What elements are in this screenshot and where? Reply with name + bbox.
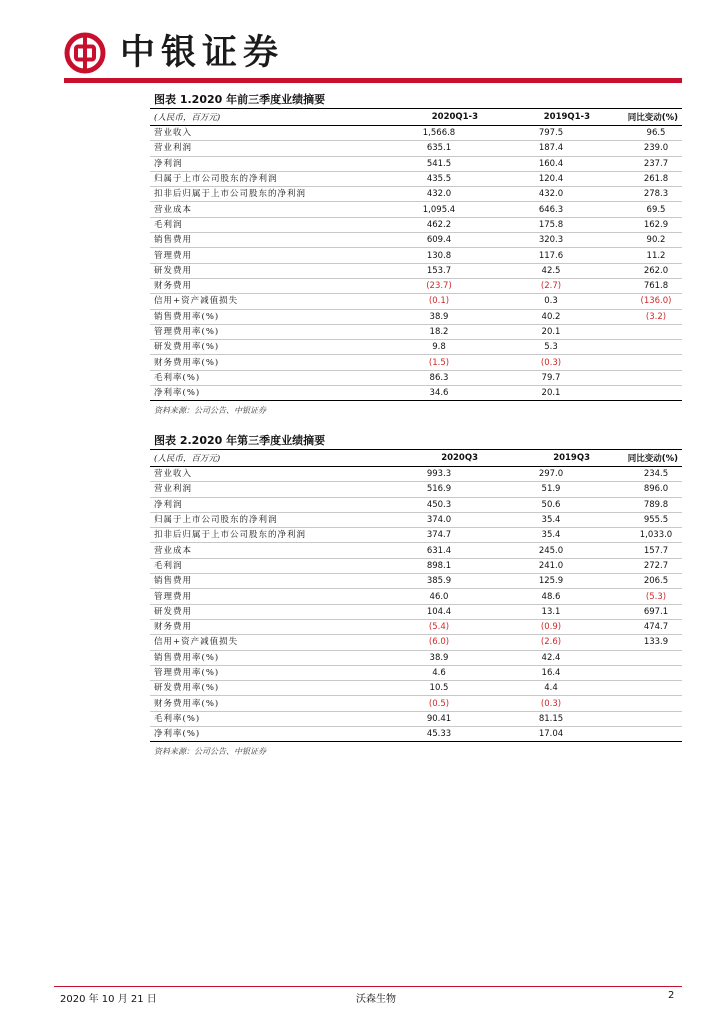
table-row [150,156,682,171]
table-cell: 157.7 [643,545,669,556]
row-label: 营业成本 [154,545,193,556]
table-cell [594,711,682,726]
row-label: 管理费用率(%) [154,668,220,678]
row-label: 扣非后归属于上市公司股东的净利润 [154,530,307,541]
row-label: 销售费用率(%) [154,652,220,663]
table-cell: 261.8 [643,174,669,185]
column-header: 同比变动(%) [627,454,678,464]
table-cell: 297.0 [538,469,564,480]
table-cell: 797.5 [538,128,564,139]
table-cell: 5.3 [544,342,558,353]
table-header-row [150,450,682,467]
table-cell: 16.4 [541,668,561,678]
row-label: 营业利润 [154,143,193,154]
table-cell: (0.1) [428,296,450,307]
row-label: 毛利率(%) [154,372,201,383]
row-label: 归属于上市公司股东的净利润 [154,515,278,526]
table-row [150,482,682,497]
page-number: 2 [668,990,675,1001]
table-row [150,604,682,619]
table-cell: 4.4 [544,683,558,694]
table-cell: 609.4 [426,235,452,246]
table-cell: 432.0 [538,189,564,200]
table-cell: 17.04 [538,729,564,740]
table-cell: (2.7) [540,281,562,292]
table-cell [594,386,682,401]
table-cell: 120.4 [538,174,564,185]
row-label: 归属于上市公司股东的净利润 [154,174,278,185]
table-cell: 462.2 [426,219,452,230]
table-row [150,355,682,370]
table-cell: (0.5) [428,698,450,709]
row-label: 毛利率(%) [154,713,201,724]
table-cell: 42.4 [541,652,561,663]
table-row [150,386,682,401]
table-cell: 51.9 [541,484,561,495]
table-cell: 4.6 [432,668,446,678]
row-label: 净利率(%) [154,729,201,740]
table-cell: 631.4 [426,545,452,556]
table-cell: 38.9 [429,311,449,322]
row-label: 信用+资产减值损失 [154,637,239,648]
table-cell: 125.9 [538,576,564,587]
table-cell: 20.1 [541,327,561,337]
table-cell: 697.1 [643,606,669,617]
page-header [64,28,684,78]
table-cell: 35.4 [541,515,561,526]
table-cell: 96.5 [646,128,666,139]
row-label: 研发费用 [154,606,193,617]
figure-2 [150,432,682,757]
table-cell [594,324,682,339]
column-header: 2020Q1-3 [431,112,478,122]
footer-company: 沃森生物 [356,994,396,1005]
table-cell [594,340,682,355]
table-cell: 993.3 [426,469,452,480]
table-cell: 13.1 [541,606,561,617]
table-cell: (5.3) [645,591,667,602]
row-label: 营业利润 [154,484,193,495]
table-cell: 1,566.8 [422,128,456,139]
row-label: 信用+资产减值损失 [154,296,239,307]
column-header: (人民币，百万元) [154,113,221,123]
table-cell: 320.3 [538,235,564,246]
table-row [150,635,682,650]
table-row [150,126,682,141]
table-cell: 474.7 [643,622,669,633]
table-cell: 0.3 [544,296,558,307]
table-row [150,467,682,482]
table-cell: 896.0 [643,484,669,495]
table-cell: (0.3) [540,357,562,368]
table-cell: 160.4 [538,158,564,169]
table-cell: 262.0 [643,265,669,276]
table-cell: 789.8 [643,499,669,510]
table-cell: 241.0 [538,560,564,571]
table-cell: 20.1 [541,388,561,399]
table-cell: 117.6 [538,250,564,261]
table-cell: 81.15 [538,713,564,724]
row-label: 研发费用率(%) [154,683,220,694]
table-cell: 237.7 [643,158,669,169]
row-label: 财务费用率(%) [154,698,220,709]
table-row [150,711,682,726]
row-label: 营业收入 [154,128,193,139]
row-label: 营业成本 [154,204,193,215]
table-cell: 432.0 [426,189,452,200]
row-label: 管理费用 [154,250,193,261]
header-rule [64,78,682,83]
table-row [150,278,682,293]
table-cell [594,681,682,696]
figure-1-table [150,108,682,401]
row-label: 研发费用率(%) [154,342,220,353]
table-row [150,309,682,324]
table-cell: 234.5 [643,469,669,480]
figure-2-table [150,449,682,742]
table-cell: 18.2 [429,327,449,337]
column-header: 2019Q3 [553,453,590,463]
row-label: 财务费用 [154,281,193,292]
table-cell: (1.5) [428,357,450,368]
table-cell: 385.9 [426,576,452,587]
table-row [150,263,682,278]
table-row [150,589,682,604]
figure-1 [150,91,682,416]
table-cell: (136.0) [640,296,672,307]
table-row [150,324,682,339]
row-label: 管理费用 [154,591,193,602]
table-cell: 79.7 [541,372,561,383]
table-row [150,202,682,217]
table-cell: 86.3 [429,372,449,383]
row-label: 研发费用 [154,265,193,276]
table-header-row [150,109,682,126]
table-cell: 898.1 [426,560,452,571]
table-cell: 239.0 [643,143,669,154]
column-header: (人民币，百万元) [154,454,221,464]
table-cell: 50.6 [541,499,561,510]
table-cell: 646.3 [538,204,564,215]
table-cell: 450.3 [426,499,452,510]
table-cell: (0.3) [540,698,562,709]
table-row [150,619,682,634]
column-header: 同比变动(%) [627,113,678,123]
table-cell: 35.4 [541,530,561,541]
table-cell: 42.5 [541,265,561,276]
column-header: 2019Q1-3 [543,112,590,122]
table-row [150,497,682,512]
table-cell: 516.9 [426,484,452,495]
row-label: 销售费用 [154,235,193,246]
footer-rule [54,986,682,987]
table-cell: 374.7 [426,530,452,541]
table-cell: 104.4 [426,606,452,617]
table-row [150,696,682,711]
table-cell: 541.5 [426,158,452,169]
row-label: 管理费用率(%) [154,327,220,337]
table-cell: (0.9) [540,622,562,633]
table-row [150,665,682,680]
table-row [150,727,682,742]
table-cell: 187.4 [538,143,564,154]
table-cell: (6.0) [428,637,450,648]
table-cell: 278.3 [643,189,669,200]
table-row [150,574,682,589]
table-cell: 38.9 [429,652,449,663]
table-cell [594,665,682,680]
table-cell: 90.41 [426,713,452,724]
row-label: 净利润 [154,158,183,169]
table-cell: 206.5 [643,576,669,587]
row-label: 毛利润 [154,219,183,230]
table-cell: 34.6 [429,388,449,399]
row-label: 毛利润 [154,560,183,571]
table-cell: 40.2 [541,311,561,322]
table-cell: (3.2) [645,311,667,322]
row-label: 销售费用率(%) [154,311,220,322]
table-row [150,171,682,186]
table-cell: 162.9 [643,219,669,230]
table-cell: 635.1 [426,143,452,154]
row-label: 财务费用率(%) [154,357,220,368]
table-row [150,340,682,355]
table-cell: 761.8 [643,281,669,292]
table-cell: 153.7 [426,265,452,276]
table-cell: 955.5 [643,515,669,526]
table-cell: 130.8 [426,250,452,261]
bank-of-china-logo-icon [64,32,106,74]
table-cell: 90.2 [646,235,666,246]
column-header: 2020Q3 [441,453,478,463]
row-label: 净利润 [154,499,183,510]
row-label: 净利率(%) [154,388,201,399]
table-row [150,233,682,248]
table-cell [594,355,682,370]
table-cell [594,650,682,665]
figure-2-title: 图表 2.2020 年第三季度业绩摘要 [154,434,326,447]
table-row [150,681,682,696]
table-cell: 1,033.0 [639,530,673,541]
table-cell [594,370,682,385]
figure-2-source: 资料来源：公司公告、中银证券 [154,747,266,757]
table-row [150,141,682,156]
table-cell: 272.7 [643,560,669,571]
table-cell: (5.4) [428,622,450,633]
table-cell: 133.9 [643,637,669,648]
row-label: 营业收入 [154,469,193,480]
table-cell: 245.0 [538,545,564,556]
table-cell [594,696,682,711]
table-cell: 11.2 [646,250,666,261]
table-cell: (2.6) [540,637,562,648]
table-cell: 175.8 [538,219,564,230]
row-label: 扣非后归属于上市公司股东的净利润 [154,189,307,200]
table-row [150,187,682,202]
table-cell: 45.33 [426,729,452,740]
table-row [150,528,682,543]
figure-1-title: 图表 1.2020 年前三季度业绩摘要 [154,93,326,106]
table-row [150,294,682,309]
figure-1-source: 资料来源：公司公告、中银证券 [154,406,266,416]
table-cell: 10.5 [429,683,449,694]
row-label: 财务费用 [154,622,193,633]
table-row [150,558,682,573]
footer-date: 2020 年 10 月 21 日 [60,994,157,1005]
table-row [150,248,682,263]
table-row [150,650,682,665]
table-cell: 374.0 [426,515,452,526]
table-cell [594,727,682,742]
table-cell: 435.5 [426,174,452,185]
table-cell: 9.8 [432,342,446,353]
brand-name: 中银证券 [120,32,285,73]
table-cell: 69.5 [646,204,666,215]
table-cell: (23.7) [426,281,452,292]
table-row [150,370,682,385]
row-label: 销售费用 [154,576,193,587]
table-cell: 1,095.4 [422,204,456,215]
table-row [150,543,682,558]
table-row [150,512,682,527]
table-cell: 46.0 [429,591,449,602]
table-row [150,217,682,232]
table-cell: 48.6 [541,591,561,602]
